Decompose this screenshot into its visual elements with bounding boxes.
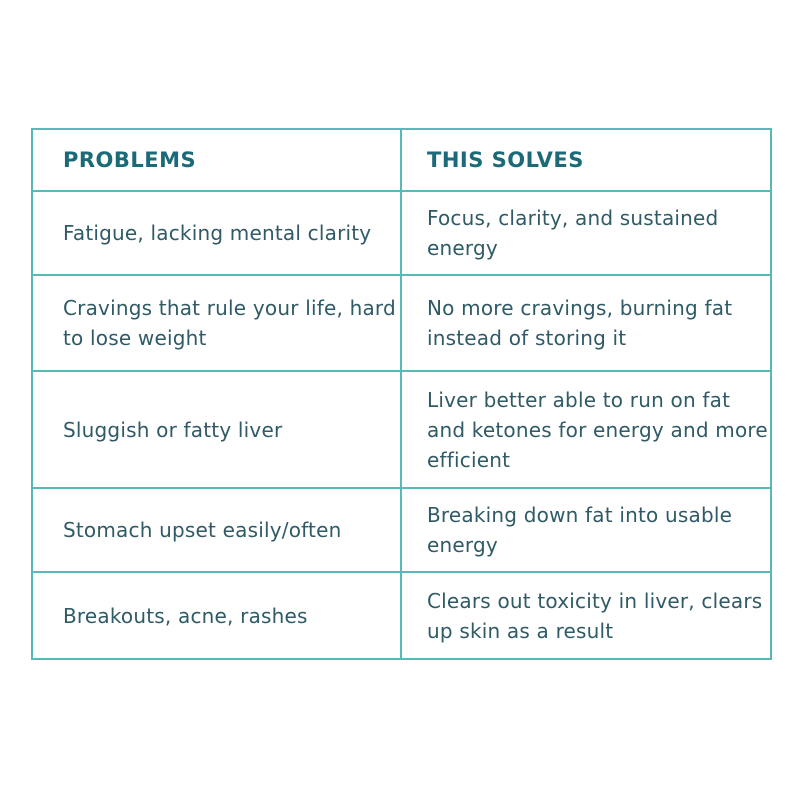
table-row <box>32 488 771 572</box>
header-this-solves: THIS SOLVES <box>401 129 771 191</box>
solution-cell: No more cravings, burning fat instead of storing it <box>401 275 771 371</box>
problems-solutions-table <box>31 128 772 660</box>
header-problems: PROBLEMS <box>32 129 401 191</box>
problem-cell: Cravings that rule your life, hard to lose weight <box>32 275 401 371</box>
solution-cell: Liver better able to run on fat and ketones for energy and more efficient <box>401 371 771 488</box>
solution-cell: Focus, clarity, and sustained energy <box>401 191 771 275</box>
table-row <box>32 371 771 488</box>
solution-cell: Clears out toxicity in liver, clears up skin as a result <box>401 572 771 659</box>
problem-cell: Fatigue, lacking mental clarity <box>32 191 401 275</box>
table-row <box>32 572 771 659</box>
table-row <box>32 191 771 275</box>
problem-cell: Sluggish or fatty liver <box>32 371 401 488</box>
table-header-row <box>32 129 771 191</box>
table-row <box>32 275 771 371</box>
solution-cell: Breaking down fat into usable energy <box>401 488 771 572</box>
problem-cell: Stomach upset easily/often <box>32 488 401 572</box>
problem-cell: Breakouts, acne, rashes <box>32 572 401 659</box>
